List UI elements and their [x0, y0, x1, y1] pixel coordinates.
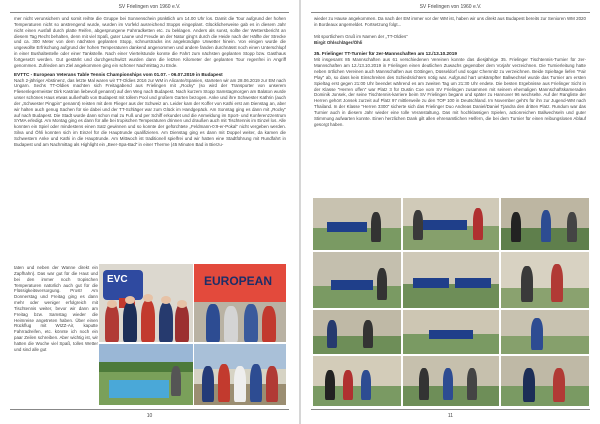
- page-number-left: 10: [146, 413, 153, 419]
- photo-group-outdoors: [194, 344, 286, 405]
- page-header: SV Frielingen von 1960 e.V.: [118, 4, 181, 10]
- photo-tournament-5: [403, 252, 499, 308]
- evttc-heading: EVTTC - European Veterans Table Tennis Championships vom 01.07. - 06.07.2019 in Budapest: [14, 71, 223, 77]
- left-text-block: [14, 16, 286, 148]
- left-page: [0, 0, 299, 424]
- photo-tournament-12: [501, 356, 589, 406]
- tournament-heading: 35. Frielinger TT-Turnier für 2er-Mannschaften am 12./13.10.2019: [314, 51, 457, 57]
- evttc-paragraph: Nach 2-jähriger Abstinenz, das letzte Mal waren wir TT-Oldies 2016 zur WM in Alicante/Spanien, starteten wir am 28.06.2019 zur EM nach Ungarn. Sechs TT-Oldies machten sich Freitagabend aus Frielingen mit „Rocky“ (so wird der Transporter von unserem Fliesenlegermeister Dirk Kastrian liebevoll genannt) auf den Weg nach Budapest. Nach kurzem Stopp Samstagmorgen am Balaton wurde unser schönes Haus etwas außerhalb von Budapest mit tollem Pool und großem Garten bezogen. Anke und ihre Schwester Kathrin (auch der „Schwester Pingpin“ genannt) reisten mit dem Flieger aus der Schweiz an. Leider kam der Koffer von Kathi erst am Dienstag an, aber wir halten auch genug Sachen für sie dabei und der TT-Schläger war zum Glück im Handgepäck. Am Sonntag ging es dann mit „Rocky“ auf nach Budapest. Die Stadt wurde dann schon mal zu Fuß und per Schiff erkundet und die Anmeldung im Sport- und Konferenzzentrum SYMA erledigt. Am Montag ging es dann für alle bei tropischen Temperaturen drinnen und draußen auch mit Tischtennis im Einzel los. Alle konnten ein Spiel oder mindestens einen Satz gewinnen und so konnte der gefürchtete „Feldmann-0:9-er-Pokal“ nicht vergeben werden. Silva und Öhli konnten sich im Einzel für die Hauptrunde qualifizieren. Am Dienstag ging es dann mit Doppel weiter, da kamen die Schwestern Anke und Kathi in die Hauptrunde. Am Mittwoch ist traditionell spielfrei und wir hatten eine Stadtführung mit Rundfahrt in Budapest und am Nachmittag als Highlight ein „Beer-Spa-Bad“ in einer Therme (45 Minuten Bad in Bierzu-: [14, 77, 286, 147]
- photo-tournament-4: [313, 252, 401, 308]
- signature-line: Birgit Ohlschläger/Öhli: [314, 39, 363, 45]
- page-number-right: 11: [447, 413, 454, 419]
- photo-tournament-10: [313, 356, 401, 406]
- evttc-paragraph-continued: taten und neben der Wanne direkt ein Zapfhahn). Das war gut für die Haut und bei den immer noch tropischen Temperaturen natürlich auch gut für die Flüssigkeitsversorgung. Prost! Am Donnerstag und Freitag ging es dann mehr oder weniger erfolgreich mit Tischtennis weiter, bevor wir dann am Freitag bzw. Samstag wieder die Heimreise angetreten haben. Über einen Rückflug mit WIZZ-Air, kaputte Fahrradreifen, etc. könnte ich noch ein paar Zeilen schreiben. Aber wichtig ist, wir hatten die Woche viel Spaß, tolles Wetter und sind alle gut: [14, 265, 98, 352]
- footer-rule-right: [311, 409, 590, 410]
- european-banner-text: EUROPEAN: [204, 274, 273, 288]
- right-text-block: [314, 16, 586, 127]
- photo-tournament-6: [501, 252, 589, 308]
- greeting-line: Mit sportlichem Gruß im Namen der „TT-Oldies“: [314, 33, 408, 39]
- right-page: [301, 0, 600, 424]
- page-header-right: SV Frielingen von 1960 e.V.: [419, 4, 482, 10]
- photo-tournament-11: [403, 356, 499, 406]
- photo-tournament-7: [313, 310, 401, 354]
- evc-banner-text: EVC: [107, 274, 128, 285]
- right-top-paragraph: wieder zu Hause angekommen. Da nach der EM immer vor der WM ist, haben wir uns direkt aus Budapest bereits zur Senioren WM 2020 in Bordeaux angemeldet. Fortsetzung folgt...: [314, 16, 586, 27]
- footer-rule: [10, 409, 289, 410]
- tournament-paragraph: Mit insgesamt 85 Mannschaften aus 61 verschiedenen Vereinen konnte das diesjährige 35. Frielinger Tischtennis-Turnier für 2er-Mannschaften am 12./13.10.2019 in Frielingen einen deutlichen Zuwachs gegenüber dem Vorjahr verzeichnen. Die Turnierleitung hatte neben örtlichen Vereinen auch Mannschaften aus Göttingen, Düsseldorf und sogar Chemnitz zu verzeichnen. Beide Spieltage liefen "Fair Play" ab, so dass kein Einschreiten des Schiedsrichters nötig war. Aufgrund hart umkämpfter Ballwechsel wurde das Turnier am ersten Spieltag erst gegen 21:00 Uhr beendet während es am zweiten Tag um 21:30 Uhr endete. Die besten Ergebnisse aus Frielinger Sicht in der Klasse "Herren offen" war Platz 3 für Dustin Coe vom SV Frielingen zusammen mit seinem ehemaligen Mannschaftskameraden Dominik Jonsek, der seine Tischtennis-karriere beim SV Frielingen begann und später zu Hannover 96 wechselte. Auf der Rangliste der Herren gehört Jonsek zurzeit auf Platz 97 mittlerweile zu den TOP 100 in Deutschland. Im November geht's für ihn zur Jugend-WM nach Thailand. In der Klasse "Herren 3300" sicherte sich das Frielinger Duo Andreas Daniel/Daniel Tjandra den dritten Platz. Rundum war das Turnier auch in diesem Jahr wieder eine tolle Veranstaltung. Das mit hochklassigen Spielen, actionreichen Ballwechseln und guter Stimmung aufwarten konnte. Einen herzlichen Dank gilt allen ehrenamtlichen Helfern, die bei dem Turnier für einen reibungslosen Ablauf gesorgt haben.: [314, 57, 586, 127]
- photo-european-banner: [194, 264, 286, 342]
- photo-tournament-3: [501, 198, 589, 250]
- header-rule-right: [311, 12, 590, 13]
- photo-tournament-8: [403, 310, 499, 354]
- photo-pool-garden: [99, 344, 193, 405]
- photo-tournament-2: [403, 198, 499, 250]
- photo-tournament-9: [501, 310, 589, 354]
- photo-tournament-1: [313, 198, 401, 250]
- photo-evc-group: [99, 264, 193, 342]
- header-rule: [10, 12, 289, 13]
- left-narrow-text: [14, 265, 98, 353]
- left-top-paragraph: mer nicht verunsichern und somit reihte die Gruppe bei Sonnenschein pünktlich um 14.00 Uhr los. Damit die Tour aufgrund der hohen Temperaturen nicht so anstrengend wurde, wurden im Vorfeld ausreichend Stopps eingeplant. Glücklicherweise gab es in diesem Jahr nicht einen Ausfall durch platte Reifen, abgesprungene Fahrradketten etc. zu beklagen. Anders als sonst, sollte der Wettersbericht an diesem Tag Recht behalten, denn mit viel Spaß, guter Laune und Freude an der Natur ging's durch die Heide nach der Hälfte der Strecke und ca. 300 Meter von dem nächsten geplanten Stopp, schnurstracks ins angekündigte Unwetter hinein. Von einigen wurde die ungewollte Erfrischung aufgrund der hohen Temperaturen dankend angenommen und andere fanden durchnässt noch einen Unterschlupf in einer Bushaltestelle oder einer Tankstelle. Nach einer Viertelstunde konnte die Fahrt zum nächsten geplanten Stopp bzw. Gasthaus fortgesetzt werden. Gut gestärkt und durchgeschwitzt wurden dann die letzten Kilometer der geplanten Tour regenfrei in Angriff genommen. Zufrieden am Ziel angekommen ging ein schöner Nachmittag zu Ende.: [14, 16, 286, 68]
